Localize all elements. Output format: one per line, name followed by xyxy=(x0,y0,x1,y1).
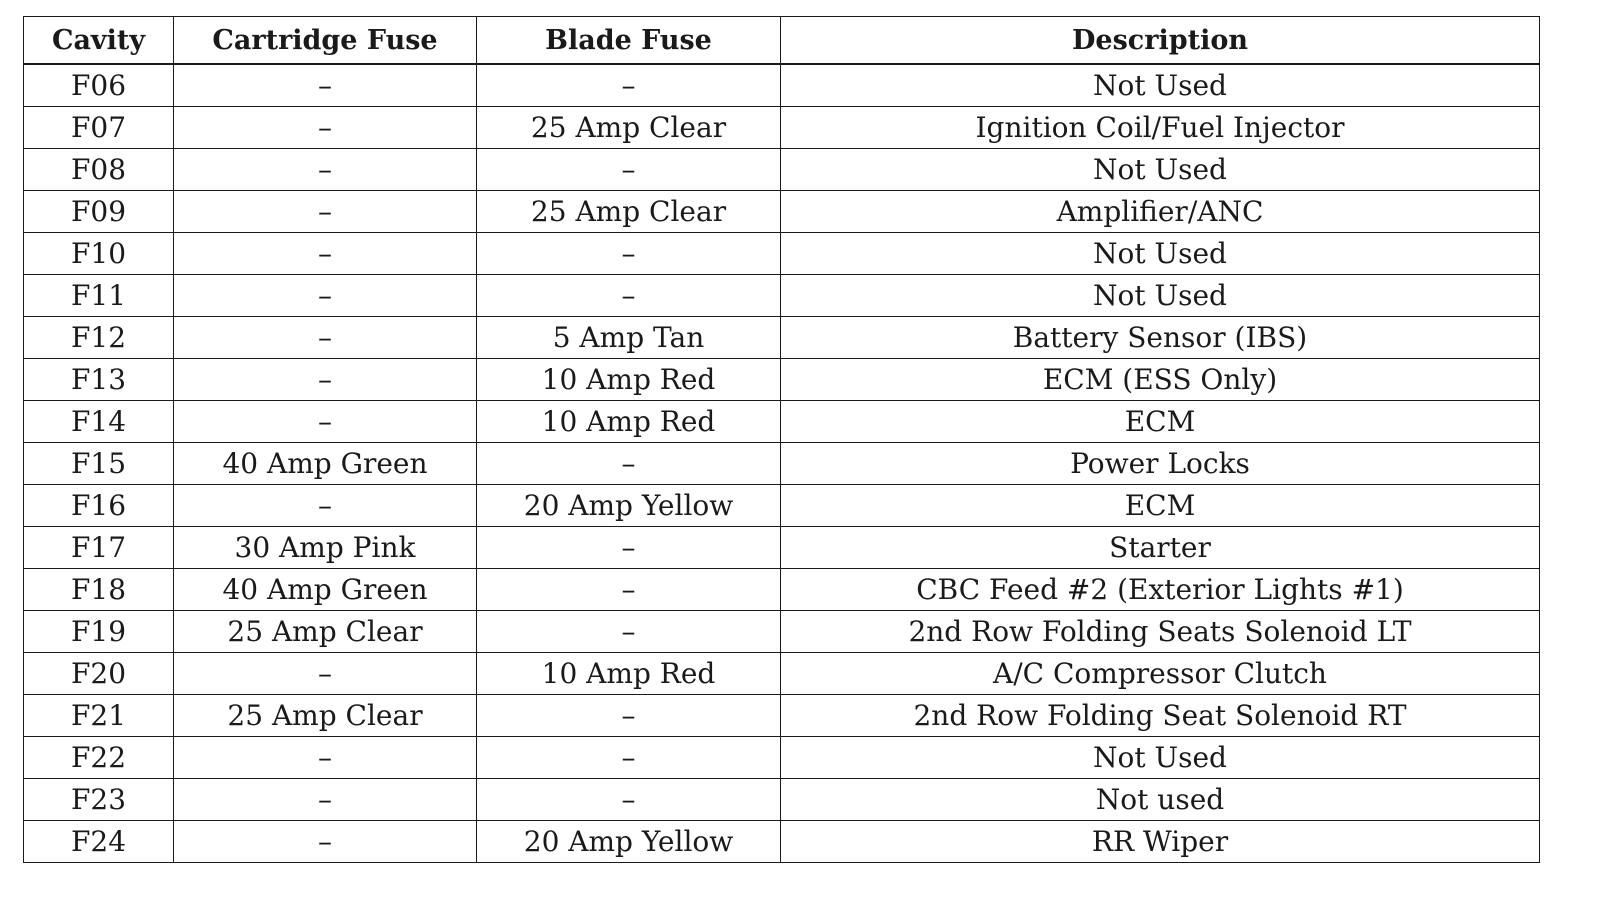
table-row xyxy=(24,695,1540,737)
description-cell: RR Wiper xyxy=(781,821,1540,863)
table-row xyxy=(24,779,1540,821)
cartridge-fuse-cell: – xyxy=(174,821,477,863)
blade-fuse-cell: 20 Amp Yellow xyxy=(477,821,781,863)
blade-fuse-cell: – xyxy=(477,737,781,779)
blade-fuse-cell: – xyxy=(477,695,781,737)
cartridge-fuse-cell: – xyxy=(174,485,477,527)
table-row xyxy=(24,107,1540,149)
table-row xyxy=(24,359,1540,401)
cartridge-fuse-cell: – xyxy=(174,275,477,317)
cavity-cell: F24 xyxy=(24,821,174,863)
cavity-cell: F06 xyxy=(24,64,174,107)
description-cell: ECM (ESS Only) xyxy=(781,359,1540,401)
cavity-cell: F23 xyxy=(24,779,174,821)
table-row xyxy=(24,611,1540,653)
blade-fuse-cell: – xyxy=(477,569,781,611)
table-row xyxy=(24,233,1540,275)
description-cell: CBC Feed #2 (Exterior Lights #1) xyxy=(781,569,1540,611)
table-row xyxy=(24,64,1540,107)
blade-fuse-cell: 20 Amp Yellow xyxy=(477,485,781,527)
blade-fuse-cell: – xyxy=(477,233,781,275)
table-row xyxy=(24,527,1540,569)
table-row xyxy=(24,485,1540,527)
blade-fuse-cell: – xyxy=(477,443,781,485)
cavity-cell: F17 xyxy=(24,527,174,569)
table-row xyxy=(24,191,1540,233)
cartridge-fuse-cell: – xyxy=(174,653,477,695)
description-cell: ECM xyxy=(781,485,1540,527)
cartridge-fuse-cell: 25 Amp Clear xyxy=(174,611,477,653)
blade-fuse-cell: 10 Amp Red xyxy=(477,359,781,401)
blade-fuse-cell: 10 Amp Red xyxy=(477,653,781,695)
description-cell: Amplifier/ANC xyxy=(781,191,1540,233)
description-cell: Power Locks xyxy=(781,443,1540,485)
cartridge-fuse-cell: – xyxy=(174,737,477,779)
table-row xyxy=(24,821,1540,863)
description-cell: Battery Sensor (IBS) xyxy=(781,317,1540,359)
blade-fuse-cell: – xyxy=(477,275,781,317)
cartridge-fuse-cell: – xyxy=(174,317,477,359)
cavity-cell: F09 xyxy=(24,191,174,233)
table-row xyxy=(24,653,1540,695)
cartridge-fuse-cell: – xyxy=(174,359,477,401)
table-row xyxy=(24,401,1540,443)
fuse-table xyxy=(23,16,1540,863)
cavity-cell: F13 xyxy=(24,359,174,401)
cavity-cell: F19 xyxy=(24,611,174,653)
cartridge-fuse-cell: 25 Amp Clear xyxy=(174,695,477,737)
cartridge-fuse-cell: – xyxy=(174,107,477,149)
cavity-cell: F11 xyxy=(24,275,174,317)
cartridge-fuse-cell: 40 Amp Green xyxy=(174,443,477,485)
table-row xyxy=(24,737,1540,779)
cavity-cell: F18 xyxy=(24,569,174,611)
header-row xyxy=(24,17,1540,65)
blade-fuse-cell: – xyxy=(477,611,781,653)
cavity-cell: F10 xyxy=(24,233,174,275)
header-cavity: Cavity xyxy=(24,17,174,65)
blade-fuse-cell: 25 Amp Clear xyxy=(477,191,781,233)
cavity-cell: F20 xyxy=(24,653,174,695)
cartridge-fuse-cell: – xyxy=(174,779,477,821)
cartridge-fuse-cell: – xyxy=(174,64,477,107)
cartridge-fuse-cell: – xyxy=(174,233,477,275)
blade-fuse-cell: 25 Amp Clear xyxy=(477,107,781,149)
table-row xyxy=(24,569,1540,611)
description-cell: Not Used xyxy=(781,64,1540,107)
cavity-cell: F12 xyxy=(24,317,174,359)
header-description: Description xyxy=(781,17,1540,65)
header-blade-fuse: Blade Fuse xyxy=(477,17,781,65)
cartridge-fuse-cell: – xyxy=(174,401,477,443)
cavity-cell: F21 xyxy=(24,695,174,737)
description-cell: 2nd Row Folding Seat Solenoid RT xyxy=(781,695,1540,737)
cavity-cell: F14 xyxy=(24,401,174,443)
table-row xyxy=(24,149,1540,191)
table-row xyxy=(24,443,1540,485)
description-cell: Not used xyxy=(781,779,1540,821)
description-cell: Not Used xyxy=(781,275,1540,317)
cavity-cell: F08 xyxy=(24,149,174,191)
cartridge-fuse-cell: 30 Amp Pink xyxy=(174,527,477,569)
cartridge-fuse-cell: – xyxy=(174,149,477,191)
cavity-cell: F16 xyxy=(24,485,174,527)
cavity-cell: F07 xyxy=(24,107,174,149)
description-cell: 2nd Row Folding Seats Solenoid LT xyxy=(781,611,1540,653)
description-cell: Not Used xyxy=(781,737,1540,779)
header-cartridge-fuse: Cartridge Fuse xyxy=(174,17,477,65)
blade-fuse-cell: – xyxy=(477,64,781,107)
blade-fuse-cell: 5 Amp Tan xyxy=(477,317,781,359)
description-cell: Not Used xyxy=(781,233,1540,275)
cavity-cell: F15 xyxy=(24,443,174,485)
blade-fuse-cell: – xyxy=(477,149,781,191)
blade-fuse-cell: 10 Amp Red xyxy=(477,401,781,443)
table-row xyxy=(24,317,1540,359)
description-cell: ECM xyxy=(781,401,1540,443)
description-cell: A/C Compressor Clutch xyxy=(781,653,1540,695)
table-body xyxy=(24,64,1540,863)
blade-fuse-cell: – xyxy=(477,527,781,569)
cavity-cell: F22 xyxy=(24,737,174,779)
table-row xyxy=(24,275,1540,317)
cartridge-fuse-cell: 40 Amp Green xyxy=(174,569,477,611)
description-cell: Ignition Coil/Fuel Injector xyxy=(781,107,1540,149)
blade-fuse-cell: – xyxy=(477,779,781,821)
description-cell: Starter xyxy=(781,527,1540,569)
description-cell: Not Used xyxy=(781,149,1540,191)
cartridge-fuse-cell: – xyxy=(174,191,477,233)
